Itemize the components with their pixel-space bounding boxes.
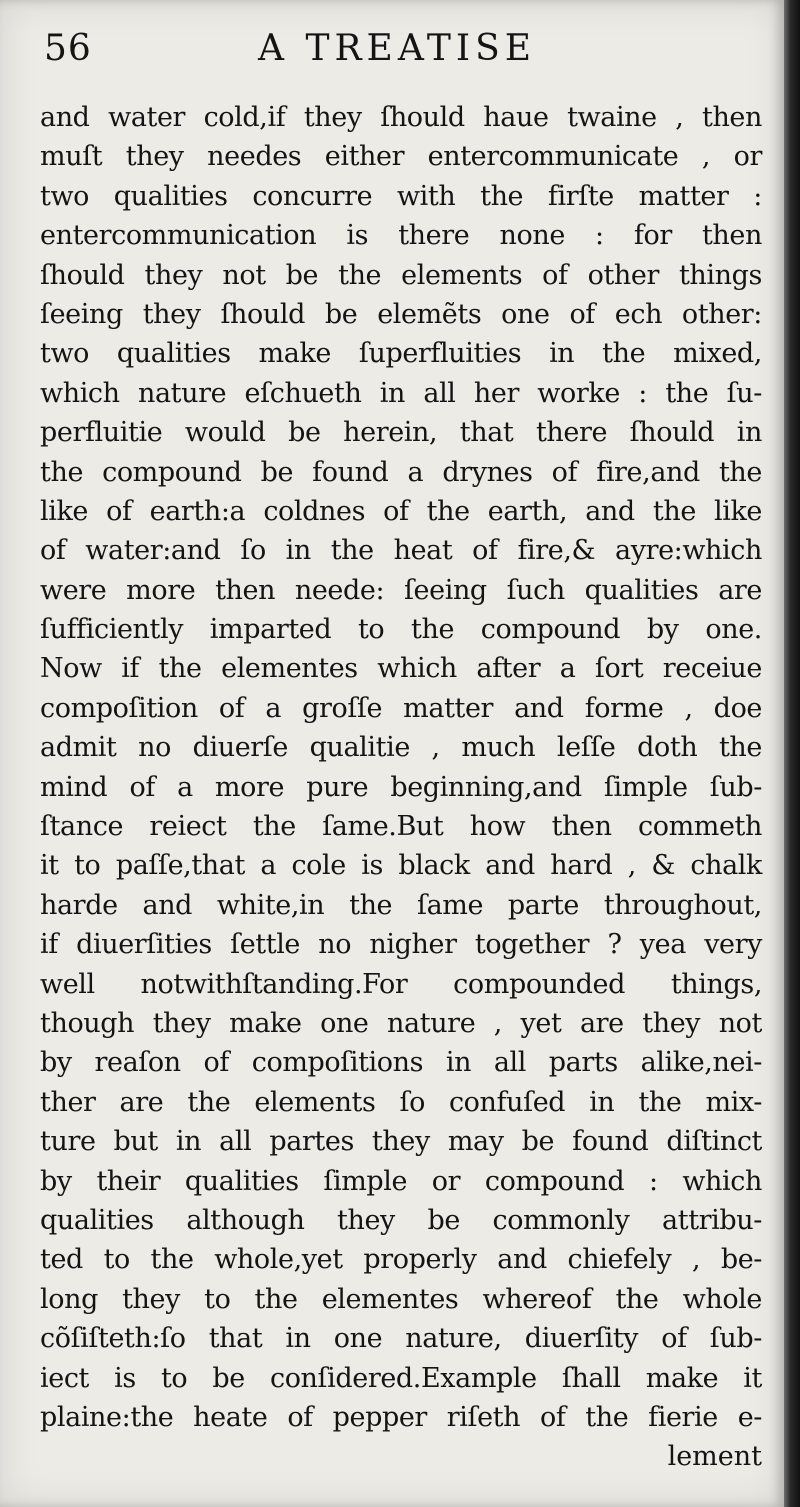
text-line: plaine:the heate of pepper riſeth of the fierie e- xyxy=(40,1401,762,1433)
text-line: were more then neede: ſeeing ſuch qualities are xyxy=(40,574,762,606)
text-line: ture but in all partes they may be found diſtinct xyxy=(40,1126,762,1158)
text-line: which nature eſchueth in all her worke : the ſu- xyxy=(40,377,762,409)
text-line: two qualities concurre with the firſte matter : xyxy=(40,180,762,212)
text-line: by their qualities ſimple or compound : which xyxy=(40,1165,762,1197)
text-line: mind of a more pure beginning,and ſimple ſub- xyxy=(40,771,762,803)
page-number: 56 xyxy=(44,28,92,69)
text-line: ther are the elements ſo confuſed in the mix- xyxy=(40,1086,762,1118)
text-line: compoſition of a groſſe matter and forme , doe xyxy=(40,692,762,724)
text-line: perfluitie would be herein, that there ſhould in xyxy=(40,417,762,449)
running-head xyxy=(44,28,760,78)
text-line: qualities although they be commonly attribu- xyxy=(40,1204,762,1236)
text-line: ſufficiently imparted to the compound by one. xyxy=(40,614,762,646)
text-line: by reaſon of compoſitions in all parts alike,nei- xyxy=(40,1047,762,1079)
text-line: well notwithſtanding.For compounded things, xyxy=(40,968,762,1000)
text-line: cõſiſteth:ſo that in one nature, diuerſity of ſub- xyxy=(40,1323,762,1355)
text-line: muſt they needes either entercommunicate , or xyxy=(40,141,762,173)
text-line: harde and white,in the ſame parte throughout, xyxy=(40,889,762,921)
running-title: A TREATISE xyxy=(258,28,537,69)
text-line: of water:and ſo in the heat of fire,& ayre:which xyxy=(40,535,762,567)
text-line: ſtance reiect the ſame.But how then commeth xyxy=(40,811,762,843)
text-line: the compound be found a drynes of fire,and the xyxy=(40,456,762,488)
text-line: ſhould they not be the elements of other things xyxy=(40,259,762,291)
text-line: entercommunication is there none : for then xyxy=(40,220,762,252)
text-line: admit no diuerſe qualitie , much leſſe doth the xyxy=(40,732,762,764)
page-edge-shadow xyxy=(784,0,800,1507)
text-line: and water cold,if they ſhould haue twaine , then xyxy=(40,102,762,133)
text-line: iect is to be conſidered.Example ſhall make it xyxy=(40,1362,762,1394)
text-line: ſeeing they ſhould be elemẽts one of ech other: xyxy=(40,298,762,330)
text-line: if diuerſities ſettle no nigher together ? yea very xyxy=(40,929,762,961)
text-line: Now if the elementes which after a ſort receiue xyxy=(40,653,762,685)
text-line: though they make one nature , yet are they not xyxy=(40,1007,762,1039)
text-line: ted to the whole,yet properly and chiefely , be- xyxy=(40,1244,762,1276)
text-line: two qualities make ſuperfluities in the mixed, xyxy=(40,338,762,370)
catchword: lement xyxy=(667,1441,762,1473)
body-text xyxy=(40,98,762,1477)
text-line: long they to the elementes whereof the whole xyxy=(40,1283,762,1315)
text-line: it to paſſe,that a cole is black and hard , & chalk xyxy=(40,850,762,882)
text-line: like of earth:a coldnes of the earth, and the like xyxy=(40,495,762,527)
